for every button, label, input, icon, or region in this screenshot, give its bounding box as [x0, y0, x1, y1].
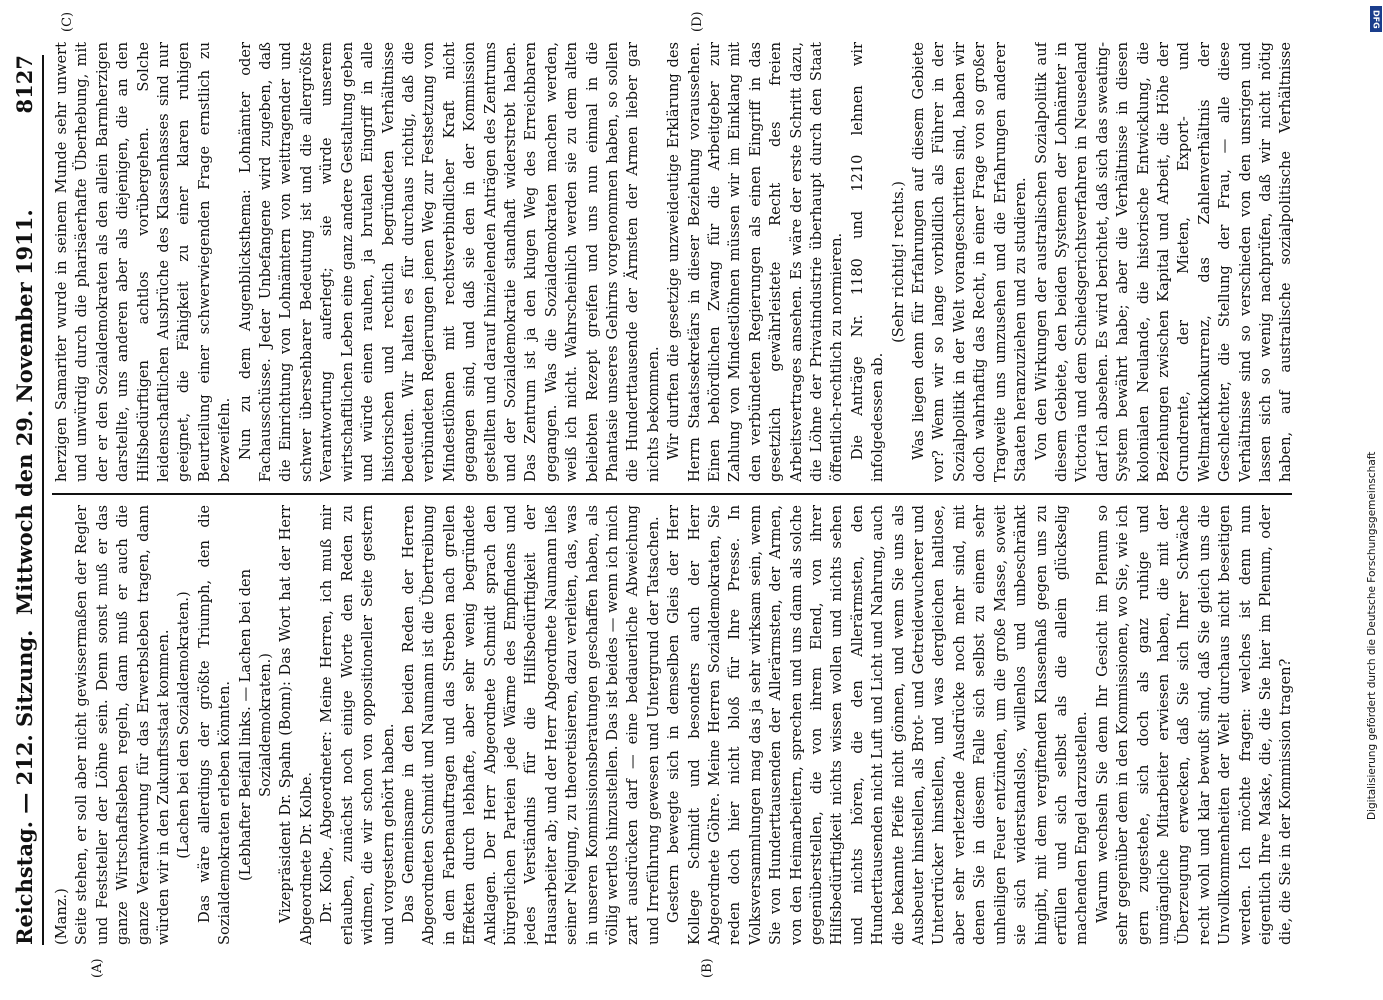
- paragraph: Von den Wirkungen der australischen Sozialpolitik auf diesem Gebiete, den beiden Systemen der Lohnämter in Victoria und dem Schiedsgerichtsverfahren in Neuseeland darf ich absehen. Es wird berichtet, daß sich das sweating-System bewährt habe; aber die Verhältnisse in diesen kolonialen Neulande, die historische Entwicklung, die Beziehungen zwischen Kapital und Arbeit, die Höhe der Grundrente, der Mieten, Export- und Weltmarktkonkurrenz, das Zahlenverhältnis der Geschlechter, die Stellung der Frau, — alle diese Verhältnisse sind so verschieden von den unsrigen und lassen sich so wenig nachprüfen, daß wir nicht nötig haben, auf australische sozialpolitische Verhältnisse: [1032, 42, 1295, 482]
- paragraph: Dr. Kolbe, Abgeordneter: Meine Herren, ich muß mir erlauben, zunächst noch einige Worte den Reden zu widmen, die wir schon von oppositioneller Seite gestern und vorgestern gehört haben.: [318, 505, 397, 945]
- left-column: [52, 505, 1297, 945]
- right-column: [52, 42, 1297, 482]
- column-divider: [52, 493, 1292, 495]
- paragraph: Was liegen denn für Erfahrungen auf diesem Gebiete vor? Wenn wir so lange vorbildlich als Führer in der Sozialpolitik in der Welt vorangeschritten sind, haben wir doch wahrhaftig das Recht, in einer Frage von so großer Tragweite uns umzusehen und die Erfahrungen anderer Staaten heranzuziehen und zu studieren.: [910, 42, 1030, 482]
- interjection: (Sehr richtig! rechts.): [889, 181, 907, 343]
- margin-marker-c: (C): [60, 11, 75, 32]
- page-number: 8127: [12, 55, 37, 114]
- interjection: (Lebhafter Beifall links. — Lachen bei den Sozialdemokraten.): [236, 569, 275, 881]
- paragraph: Vizepräsident Dr. Spahn (Bonn): Das Wort hat der Herr Abgeordnete Dr. Kolbe.: [277, 505, 315, 945]
- interjection: (Lachen bei den Sozialdemokraten.): [175, 591, 193, 859]
- paragraph: Seite stehen, er soll aber nicht gewissermaßen der Regler und Feststeller der Löhne sein. Denn sonst muß er das ganze Wirtschaftsleben regeln, dann muß er auch die ganze Verantwortung für das Erwerbsleben tragen, dann würden wir in den Zukunftsstaat kommen.: [73, 505, 173, 945]
- page-header: [12, 55, 44, 945]
- margin-marker-d: (D): [690, 11, 705, 32]
- digitization-credit: Digitalisierung gefördert durch die Deutsche Forschungsgemeinschaft: [1366, 451, 1378, 820]
- header-date: Mittwoch den 29. November 1911.: [12, 209, 37, 615]
- speaker-tag: (Manz.): [53, 888, 70, 945]
- header-left: Reichstag. — 212. Sitzung.: [12, 629, 37, 945]
- paragraph: Das wäre allerdings der größte Triumph, den die Sozialdemokraten erleben könnten.: [195, 505, 234, 945]
- paragraph: Wir durften die gesetzige unzweideutige Erklärung des Herrn Staatssekretärs in dieser Beziehung voraussehen. Einen behördlichen Zwang für die Arbeitgeber zur Zahlung von Mindestlöhnen müssen wir im Einklang mit den verbündeten Regierungen als einen Eingriff in das gesetzlich gewährleistete Recht des freien Arbeitsvertrages ansehen. Es wäre der erste Schritt dazu, die Löhne der Privatindustrie überhaupt durch den Staat öffentlich-rechtlich zu normieren.: [665, 42, 846, 482]
- paragraph: Das Gemeinsame in den beiden Reden der Herren Abgeordneten Schmidt und Naumann ist die Übertreibung in dem Farbenauftragen und das Streben nach grellen Effekten durch lebhafte, aber sehr wenig begründete Anklagen. Der Herr Abgeordnete Schmidt sprach den bürgerlichen Parteien jede Wärme des Empfindens und jedes Verständnis für die Hilfsbedürftigkeit der Hausarbeiter ab; und der Herr Abgeordnete Naumann ließ seiner Neigung, zu theoretisieren, dazu verleiten, das, was in unseren Kommissionsberatungen geschaffen haben, als völlig wertlos hinzustellen. Das ist beides — wenn ich mich zart ausdrücken darf — eine bedauerliche Abweichung und Irreführung gewesen und Untergrund der Tatsachen.: [399, 505, 662, 945]
- paragraph: Gestern bewegte sich in demselben Gleis der Herr Kollege Schmidt und besonders auch der Herr Abgeordnete Göhre. Meine Herren Sozialdemokraten, Sie reden doch hier nicht bloß für Ihre Presse. In Volksversammlungen mag das ja sehr wirksam sein, wenn Sie von Hunderttausenden der Allerärmsten, der Armen, von den Heimarbeitern, sprechen und uns dann als solche gegenüberstellen, die von ihrem Elend, von ihrer Hilfsbedürftigkeit nichts wissen wollen und nichts sehen und nichts hören, die den Allerärmsten, den Hunderttausenden nicht Luft und Licht und Nahrung, auch die bekannte Pfeife nicht gönnen, und wenn Sie uns als Ausbeuter hinstellen, als Brot- und Getreidewucherer und Unterdrücker hinstellen, und was dergleichen haltlose, aber sehr verletzende Ausdrücke noch mehr sind, mit denen Sie in diesem Falle sich selbst zu einem sehr unheiligen Feuer entzünden, um die große Masse, soweit sie sich widerstandslos, willenlos und unbeschränkt hingibt, mit dem vergiftenden Klassenhaß gegen uns zu erfüllen und sich selbst als die allein glückselig machenden Engel darzustellen.: [665, 505, 1091, 945]
- paragraph: herzigen Samariter wurde in seinem Munde sehr unwert und unwürdig durch die pharisäerhafte Überhebung, mit der er den Sozialdemokraten als den allein Barmherzigen darstellte, uns anderen aber als diejenigen, die an den Hilfsbedürftigen achtlos vorübergehen. Solche leidenschaftlichen Ausbrüche des Klassenhasses sind nur geeignet, die Fähigkeit zu einer klaren ruhigen Beurteilung einer schwerwiegenden Frage ernstlich zu bezweifeln.: [53, 42, 234, 482]
- paragraph: Die Anträge Nr. 1180 und 1210 lehnen wir infolgedessen ab.: [848, 42, 887, 482]
- paragraph: Nun zu dem Augenblicksthema: Lohnämter oder Fachausschüsse. Jeder Unbefangene wird zugeben, daß die Einrichtung von Lohnämtern von weittragender und schwer übersehbarer Bedeutung ist und die allergrößte Verantwortung auferlegt; sie würde unserem wirtschaftlichen Leben eine ganz andere Gestaltung geben und würde einen rauhen, ja brutalen Eingriff in alle historischen und rechtlich begründeten Verhältnisse bedeuten. Wir halten es für durchaus richtig, daß die verbündeten Regierungen jenen Weg zur Festsetzung von Mindestlöhnen mit rechtsverbindlicher Kraft nicht gegangen sind, und daß sie den in der Kommission gestellten und darauf hinzielenden Anträgen des Zentrums und der Sozialdemokratie standhaft widerstrebt haben. Das Zentrum ist ja den klugen Weg des Erreichbaren gegangen. Was die Sozialdemokraten machen werden, weiß ich nicht. Wahrscheinlich werden sie zu dem alten beliebten Rezept greifen und uns nun einmal in die Phantasie unseres Gehirns vorgenommen haben, so sollen die Hunderttausende der Ärmsten der Armen lieber gar nichts bekommen.: [236, 42, 662, 482]
- margin-marker-b: (B): [700, 958, 715, 978]
- margin-marker-a: (A): [90, 958, 105, 978]
- dfg-logo: DFG: [1370, 6, 1382, 32]
- paragraph: Warum wechseln Sie denn Ihr Gesicht im Plenum so sehr gegenüber dem in den Kommissionen, wo Sie, wie ich gern zugestehe, sich doch als ganz ruhige und umgängliche Mitarbeiter erwiesen haben, die mit der Überzeugung erwecken, daß Sie sich Ihrer Schwäche recht wohl und klar bewußt sind, daß Sie gleich uns die Unvollkommenheiten der Welt durchaus nicht beseitigen werden. Ich möchte fragen: welches ist denn nun eigentlich Ihre Maske, die, die Sie hier im Plenum, oder die, die Sie in der Kommission tragen?: [1093, 505, 1295, 945]
